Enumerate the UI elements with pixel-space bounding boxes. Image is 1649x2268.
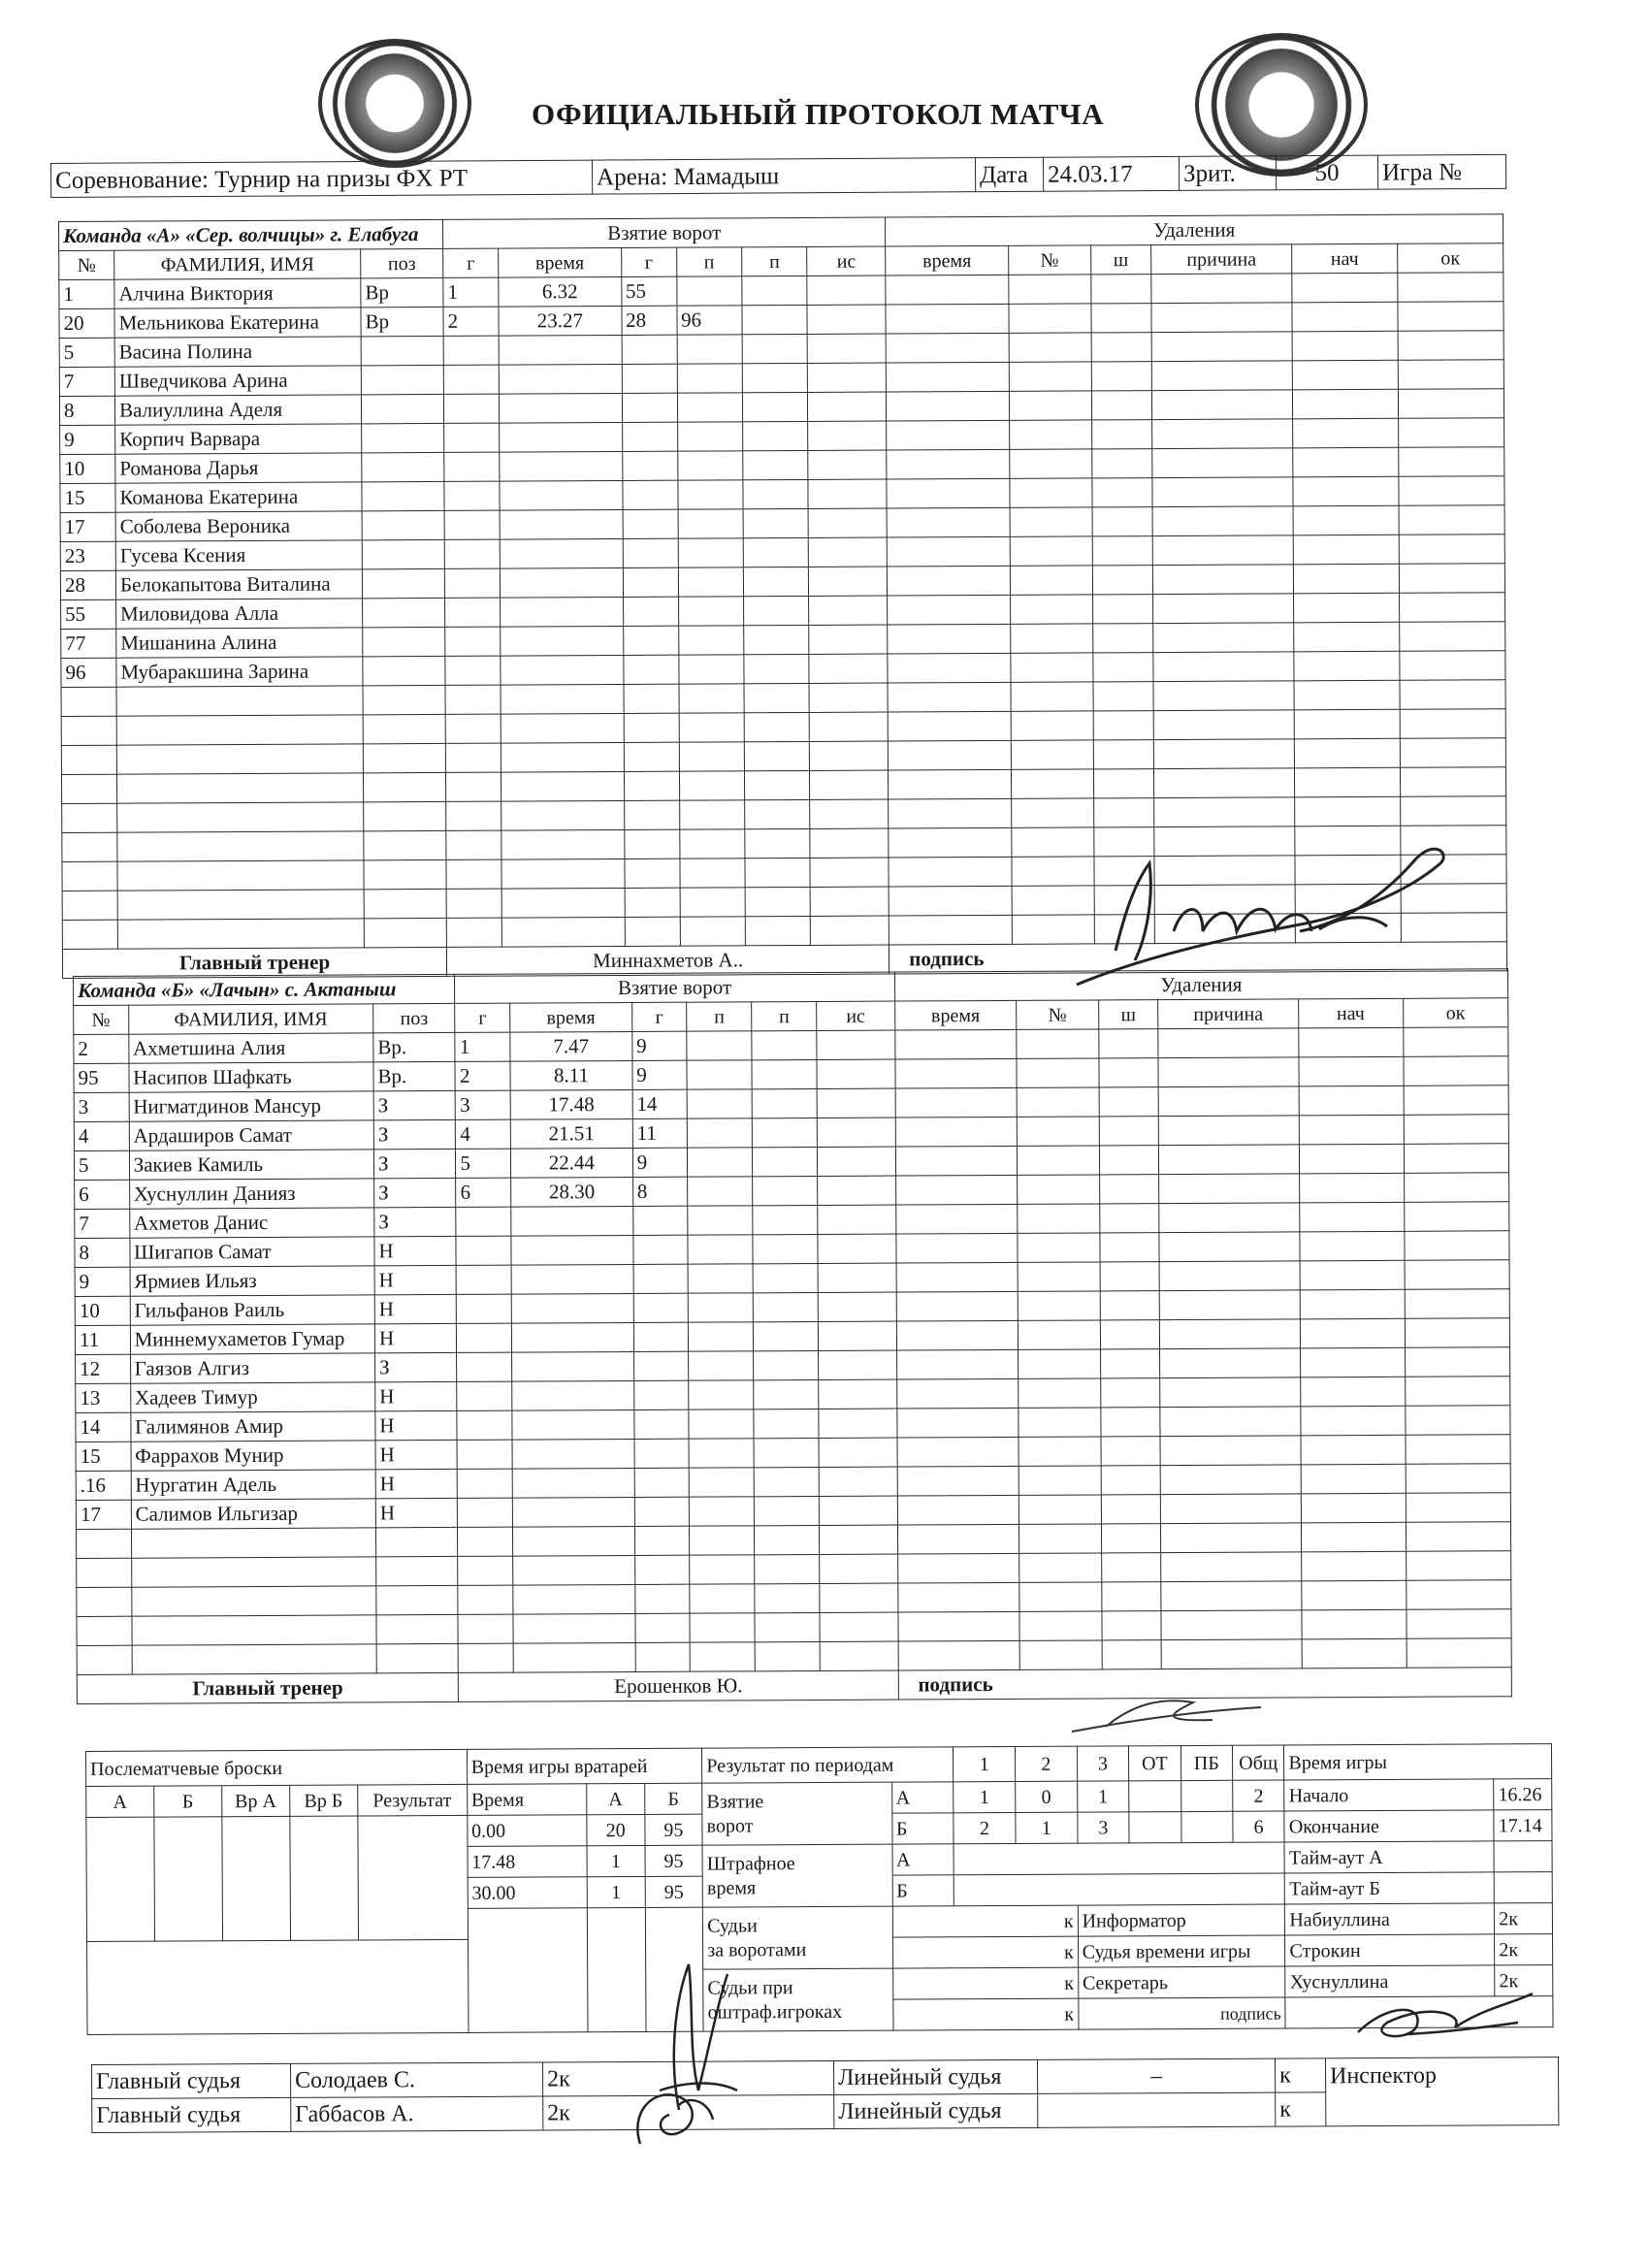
- player-number: 3: [74, 1092, 129, 1121]
- period-b-pb: [1180, 1811, 1233, 1842]
- player-name: Мишанина Алина: [116, 628, 363, 658]
- period-ot-header: ОТ: [1129, 1746, 1181, 1781]
- period-pb-header: ПБ: [1180, 1745, 1233, 1780]
- goalie-row-2-b: 95: [645, 1845, 703, 1876]
- timekeeper-name: Строкин: [1285, 1934, 1495, 1966]
- head-referee-1-name: Солодаев С.: [290, 2062, 542, 2097]
- goal-assist-2: [742, 275, 808, 305]
- referees-block: [91, 2057, 1559, 2133]
- penalty-judge-2-k: к: [892, 1998, 1078, 2030]
- team_b-penalties-section: Удаления: [894, 969, 1508, 1001]
- player-number: 2: [74, 1034, 129, 1063]
- player-name: Белокапытова Виталина: [115, 569, 362, 599]
- player-position: Н: [374, 1294, 457, 1323]
- goal-assist-2: [742, 305, 808, 334]
- informator-label: Информатор: [1078, 1904, 1285, 1936]
- team_a-col-pen-time: время: [886, 245, 1009, 275]
- goal-scorer: 11: [632, 1118, 688, 1148]
- referee-signature-2: [621, 2076, 728, 2158]
- player-position: [362, 423, 444, 452]
- secretary-k: 2к: [1495, 1965, 1553, 1996]
- shootout-col-a: А: [86, 1786, 154, 1817]
- goalie-row-3-time: 30.00: [468, 1877, 587, 1909]
- game-start-label: Начало: [1284, 1779, 1494, 1811]
- player-position: [362, 568, 444, 598]
- player-name: Васина Полина: [114, 337, 361, 367]
- game-end-label: Окончание: [1284, 1810, 1494, 1842]
- team_b-col-pen-num: №: [1017, 1000, 1099, 1029]
- player-position: Н: [375, 1440, 458, 1469]
- penalty-time-label: Штрафное время: [702, 1844, 892, 1907]
- player-number: 10: [60, 454, 115, 483]
- player-position: Н: [374, 1265, 457, 1294]
- player-number: 9: [75, 1267, 130, 1296]
- player-number: 20: [59, 308, 114, 338]
- goal-scorer: 55: [621, 276, 676, 306]
- player-number: 11: [75, 1325, 130, 1354]
- team_a-col-assist-1: п: [676, 247, 742, 276]
- player-number: 8: [75, 1238, 130, 1267]
- goal-time: 7.47: [510, 1031, 632, 1061]
- player-position: [361, 336, 443, 365]
- period-1-header: 1: [954, 1746, 1016, 1781]
- goalie-col-a: А: [587, 1783, 645, 1814]
- goal-scorer: 8: [632, 1177, 688, 1206]
- player-position: [362, 452, 444, 481]
- goalie-row-1-a: 20: [587, 1814, 645, 1845]
- goal-judges-label: Судьи за воротами: [703, 1906, 893, 1969]
- goal-assist-2: [752, 1030, 817, 1059]
- player-name: Мубаракшина Зарина: [116, 657, 363, 687]
- player-name: Гаязов Алгиз: [130, 1353, 374, 1383]
- player-name: Хуснуллин Данияз: [129, 1179, 373, 1209]
- match-header: [50, 154, 1506, 198]
- player-position: Н: [375, 1498, 458, 1527]
- team_b-col-pen-reason: причина: [1158, 999, 1298, 1029]
- period-b-1: 2: [954, 1812, 1016, 1843]
- team-a-coach-signature: [1057, 834, 1465, 1014]
- shootout-col-gk-b: Вр Б: [289, 1785, 357, 1816]
- player-position: [363, 627, 445, 656]
- secretary-signature: [1348, 1984, 1542, 2057]
- player-position: [363, 656, 445, 685]
- player-position: Н: [374, 1323, 457, 1352]
- team_a-title: Команда «А» «Сер. волчицы» г. Елабуга: [59, 219, 443, 250]
- player-number: 15: [76, 1442, 131, 1471]
- goal-scorer: 28: [622, 306, 677, 335]
- period-total-header: Общ: [1232, 1745, 1284, 1780]
- goal-number: 1: [443, 277, 499, 307]
- goal-assist-1: [687, 1089, 752, 1118]
- head-referee-1-label: Главный судья: [92, 2063, 291, 2098]
- player-name: Шигапов Самат: [130, 1237, 374, 1267]
- team_a-col-goal-no: г: [443, 248, 499, 277]
- player-position: З: [374, 1178, 457, 1207]
- goal-time: 8.11: [510, 1060, 632, 1090]
- period-a-ot: [1129, 1781, 1181, 1812]
- goal-scorer: 9: [632, 1060, 688, 1089]
- player-position: Вр: [361, 307, 443, 336]
- player-number: .16: [76, 1471, 131, 1500]
- goal-assist-1: [676, 276, 742, 306]
- player-name: Мельникова Екатерина: [114, 308, 361, 338]
- penalty-team-b: Б: [892, 1875, 954, 1906]
- goal-judge-1-k: к: [892, 1905, 1078, 1937]
- period-team-b: Б: [891, 1813, 954, 1844]
- player-number: 5: [59, 338, 114, 367]
- player-name: Фаррахов Мунир: [131, 1441, 375, 1471]
- secretary-name: Хуснуллина: [1285, 1965, 1495, 1997]
- player-name: Ахметшина Алия: [128, 1033, 372, 1063]
- player-name: Валиуллина Аделя: [114, 395, 361, 425]
- game-start-value: 16.26: [1494, 1779, 1552, 1810]
- goal-assist-2: [753, 1118, 818, 1147]
- player-position: З: [373, 1119, 456, 1149]
- player-position: Вр.: [373, 1061, 456, 1090]
- goal-number: 1: [455, 1032, 510, 1061]
- team_a-penalties-section: Удаления: [886, 214, 1504, 246]
- team_a-col-scorer: г: [621, 247, 676, 276]
- player-position: Вр.: [373, 1032, 456, 1061]
- period-b-ot: [1129, 1812, 1181, 1843]
- tatarstan-coat-of-arms-seal: [318, 39, 471, 168]
- team_b-col-pen-sh: ш: [1098, 1000, 1158, 1029]
- goalie-row-1-b: 95: [644, 1814, 702, 1845]
- team_a-head-coach-label: Главный тренер: [62, 947, 446, 978]
- timeout-a-label: Тайм-аут А: [1284, 1841, 1494, 1873]
- team_b-col-assist-1: п: [687, 1002, 752, 1031]
- period-a-pb: [1180, 1780, 1233, 1811]
- game-end-value: 17.14: [1494, 1810, 1552, 1841]
- player-number: 1: [59, 279, 114, 308]
- player-number: 10: [75, 1296, 130, 1325]
- player-number: 7: [75, 1209, 130, 1238]
- goalie-row-3-a: 1: [587, 1876, 645, 1907]
- team_b-coach-name: Ерошенков Ю.: [459, 1670, 898, 1701]
- goal-scorer: 9: [632, 1031, 688, 1060]
- team_b-col-goal-time: время: [510, 1002, 632, 1032]
- goalie-row-3-b: 95: [645, 1876, 703, 1907]
- goal-time: 21.51: [510, 1118, 632, 1149]
- team_a-coach-name: Миннахметов А..: [447, 945, 889, 976]
- team_b-head-coach-label: Главный тренер: [77, 1672, 459, 1703]
- player-name: Ярмиев Ильяз: [130, 1266, 374, 1296]
- linesman-1-name: –: [1037, 2058, 1275, 2093]
- player-number: 8: [59, 396, 114, 425]
- goal-assist-2: [753, 1147, 818, 1176]
- player-name: Соболева Вероника: [115, 511, 362, 541]
- player-number: 77: [61, 629, 116, 658]
- goal-time: 6.32: [499, 276, 622, 307]
- team_b-col-num: №: [74, 1005, 129, 1034]
- team_b-goals-section: Взятие ворот: [455, 972, 894, 1003]
- date-value: 24.03.17: [1043, 156, 1179, 191]
- linesman-2-label: Линейный судья: [834, 2093, 1038, 2128]
- team_b-col-is: ис: [817, 1001, 895, 1030]
- player-number: 23: [60, 541, 115, 570]
- player-number: 96: [61, 658, 116, 687]
- informator-name: Набиуллина: [1285, 1903, 1495, 1935]
- team_a-col-name: ФАМИЛИЯ, ИМЯ: [114, 249, 361, 279]
- player-name: Нигматдинов Мансур: [129, 1091, 373, 1121]
- team_b-col-scorer: г: [631, 1002, 687, 1031]
- player-number: 14: [76, 1412, 131, 1442]
- player-position: [362, 539, 444, 568]
- goal-judge-2-k: к: [892, 1936, 1078, 1968]
- team_a-col-pen-num: №: [1008, 245, 1090, 275]
- goal-number: 4: [456, 1119, 511, 1149]
- player-position: З: [373, 1149, 456, 1178]
- team_b-col-pen-time: время: [894, 1000, 1017, 1030]
- player-position: [361, 365, 443, 394]
- goal-assist-1: [688, 1148, 753, 1177]
- goal-assist-2: [752, 1059, 817, 1088]
- goal-number: 5: [456, 1149, 511, 1178]
- player-position: [361, 394, 443, 423]
- player-name: Нургатин Адель: [131, 1470, 375, 1500]
- team_a-col-goal-time: время: [499, 247, 622, 277]
- team_b-col-pen-end: ок: [1403, 998, 1507, 1028]
- period-a-1: 1: [954, 1781, 1016, 1812]
- summary-block: [85, 1743, 1554, 2035]
- player-position: [362, 481, 444, 510]
- goal-number: 2: [443, 307, 499, 336]
- player-position: Н: [375, 1381, 458, 1410]
- shootout-title: Послематчевые броски: [86, 1749, 468, 1786]
- linesman-1-k: к: [1275, 2058, 1325, 2092]
- goalie-row-1-time: 0.00: [467, 1815, 586, 1847]
- team_a-col-pen-reason: причина: [1151, 244, 1292, 275]
- period-b-total: 6: [1233, 1811, 1285, 1842]
- player-position: Н: [375, 1410, 458, 1440]
- player-number: 9: [60, 425, 115, 454]
- period-2-header: 2: [1015, 1746, 1077, 1781]
- period-3-header: 3: [1077, 1746, 1129, 1781]
- player-number: 28: [60, 570, 115, 599]
- period-a-3: 1: [1077, 1781, 1129, 1812]
- team_b-col-name: ФАМИЛИЯ, ИМЯ: [128, 1004, 372, 1034]
- player-name: Закиев Камиль: [129, 1150, 373, 1180]
- goal-assist-1: [688, 1118, 753, 1148]
- periods-title: Результат по периодам: [702, 1747, 954, 1783]
- player-name: Романова Дарья: [115, 453, 362, 483]
- timeout-b-label: Тайм-аут Б: [1285, 1872, 1495, 1904]
- goal-assist-1: [688, 1177, 753, 1206]
- team_b-coach-signature-label: подпись: [898, 1668, 1512, 1700]
- player-number: 12: [76, 1354, 131, 1383]
- team_a-col-is: ис: [807, 246, 886, 275]
- arena: Арена: Мамадыш: [592, 158, 975, 194]
- date-label: Дата: [975, 157, 1043, 191]
- player-number: 5: [74, 1150, 129, 1180]
- linesman-1-label: Линейный судья: [833, 2059, 1037, 2094]
- player-position: Н: [374, 1236, 457, 1265]
- goal-scorer: 14: [632, 1089, 688, 1118]
- player-position: З: [374, 1352, 457, 1381]
- player-number: 95: [74, 1063, 129, 1092]
- team_b-table: [73, 968, 1512, 1704]
- spectators-value: 50: [1276, 155, 1377, 190]
- player-name: Шведчикова Арина: [114, 366, 361, 396]
- head-referee-2-k: 2к: [543, 2094, 834, 2130]
- team_b-col-assist-2: п: [752, 1001, 817, 1030]
- player-name: Команова Екатерина: [115, 482, 362, 512]
- goalie-time-title: Время игры вратарей: [467, 1748, 702, 1784]
- player-name: Галимянов Амир: [130, 1411, 374, 1442]
- period-a-total: 2: [1233, 1780, 1285, 1811]
- player-number: 7: [59, 367, 114, 396]
- team_b-col-goal-no: г: [455, 1003, 510, 1032]
- player-name: Миннемухаметов Гумар: [130, 1324, 374, 1354]
- goal-scorer: 9: [632, 1148, 688, 1177]
- goal-time: 23.27: [499, 306, 622, 336]
- player-number: 4: [74, 1121, 129, 1150]
- goalie-row-2-a: 1: [587, 1845, 645, 1876]
- penalty-judge-1-k: к: [892, 1967, 1078, 1999]
- game-number-label: Игра №: [1377, 154, 1505, 189]
- goalie-row-2-time: 17.48: [468, 1846, 587, 1878]
- secretary-label: Секретарь: [1078, 1966, 1285, 1998]
- timekeeper-k: 2к: [1495, 1934, 1553, 1965]
- player-position: З: [374, 1207, 457, 1236]
- head-referee-2-label: Главный судья: [92, 2097, 291, 2132]
- head-referee-1-k: 2к: [542, 2060, 833, 2096]
- player-name: Хадеев Тимур: [130, 1382, 374, 1412]
- player-position: Вр: [361, 277, 443, 307]
- goal-time: 17.48: [510, 1089, 632, 1119]
- player-number: 6: [75, 1180, 130, 1209]
- period-team-a: А: [891, 1782, 954, 1813]
- penalty-judges-label: Судьи при оштраф.игроках: [703, 1968, 893, 2031]
- informator-k: 2к: [1495, 1903, 1553, 1934]
- player-name: Миловидова Алла: [116, 599, 363, 629]
- goalie-col-b: Б: [644, 1783, 702, 1814]
- player-number: 15: [60, 483, 115, 512]
- goal-assist-1: [687, 1031, 752, 1060]
- shootout-col-result: Результат: [357, 1784, 467, 1816]
- shootout-col-gk-a: Вр А: [221, 1785, 289, 1816]
- team_a-col-pen-start: нач: [1292, 243, 1398, 274]
- player-position: [363, 598, 445, 627]
- team_a-goals-section: Взятие ворот: [443, 217, 886, 248]
- team_a-col-pen-sh: ш: [1090, 245, 1150, 275]
- period-b-2: 1: [1016, 1812, 1078, 1843]
- head-referee-2-name: Габбасов А.: [291, 2096, 543, 2131]
- player-name: Корпич Варвара: [115, 424, 362, 454]
- period-a-2: 0: [1016, 1781, 1078, 1812]
- player-position: Н: [375, 1469, 458, 1498]
- player-name: Алчина Виктория: [114, 278, 361, 308]
- goal-assist-1: 96: [677, 306, 743, 335]
- competition: Соревнование: Турнир на призы ФХ РТ: [51, 160, 593, 197]
- team-b-coach-signature: [1067, 1683, 1290, 1746]
- player-name: Насипов Шафкать: [129, 1062, 373, 1092]
- goal-number: 3: [456, 1090, 511, 1119]
- team_a-col-num: №: [59, 250, 114, 279]
- page-title: ОФИЦИАЛЬНЫЙ ПРОТОКОЛ МАТЧА: [532, 97, 1105, 131]
- player-number: 13: [76, 1383, 131, 1412]
- goal-number: 6: [456, 1178, 511, 1207]
- player-position: [362, 510, 444, 539]
- period-b-3: 3: [1078, 1812, 1130, 1843]
- player-name: Салимов Ильгизар: [131, 1499, 375, 1529]
- player-name: Гусева Ксения: [115, 540, 362, 570]
- goal-number: 2: [455, 1061, 510, 1090]
- team-b-section: [73, 968, 1512, 1704]
- goal-time: 28.30: [511, 1177, 633, 1207]
- goal-time: 22.44: [511, 1148, 633, 1178]
- team_a-col-pen-end: ок: [1398, 243, 1504, 274]
- period-goals-label: Взятие ворот: [702, 1782, 892, 1845]
- player-name: Ахметов Данис: [129, 1208, 373, 1238]
- spectators-label: Зрит.: [1179, 156, 1276, 191]
- team_b-col-pos: поз: [373, 1003, 456, 1032]
- linesman-2-k: к: [1276, 2092, 1326, 2126]
- goal-assist-1: [687, 1060, 752, 1089]
- player-number: 17: [60, 512, 115, 541]
- shootout-col-b: Б: [154, 1786, 222, 1817]
- penalty-team-a: А: [892, 1844, 954, 1875]
- player-number: 17: [76, 1500, 131, 1529]
- inspector-label: Инспектор: [1325, 2057, 1558, 2126]
- game-time-title: Время игры: [1284, 1744, 1552, 1780]
- player-name: Гильфанов Раиль: [130, 1295, 374, 1325]
- team_a-col-pos: поз: [361, 248, 443, 277]
- player-number: 55: [61, 599, 116, 629]
- team_a-col-assist-2: п: [742, 246, 808, 275]
- team_b-col-pen-start: нач: [1298, 998, 1403, 1028]
- team_a-coach-signature-label: подпись: [889, 942, 1507, 974]
- player-name: Ардаширов Самат: [129, 1120, 373, 1150]
- player-position: З: [373, 1090, 456, 1119]
- goal-assist-2: [753, 1176, 818, 1205]
- team_b-title: Команда «Б» «Лачын» с. Актаныш: [74, 974, 456, 1005]
- goalie-col-time: Время: [467, 1784, 586, 1816]
- officials-signature-label: подпись: [1079, 1997, 1286, 2029]
- goal-assist-2: [752, 1088, 817, 1118]
- timekeeper-label: Судья времени игры: [1078, 1935, 1285, 1967]
